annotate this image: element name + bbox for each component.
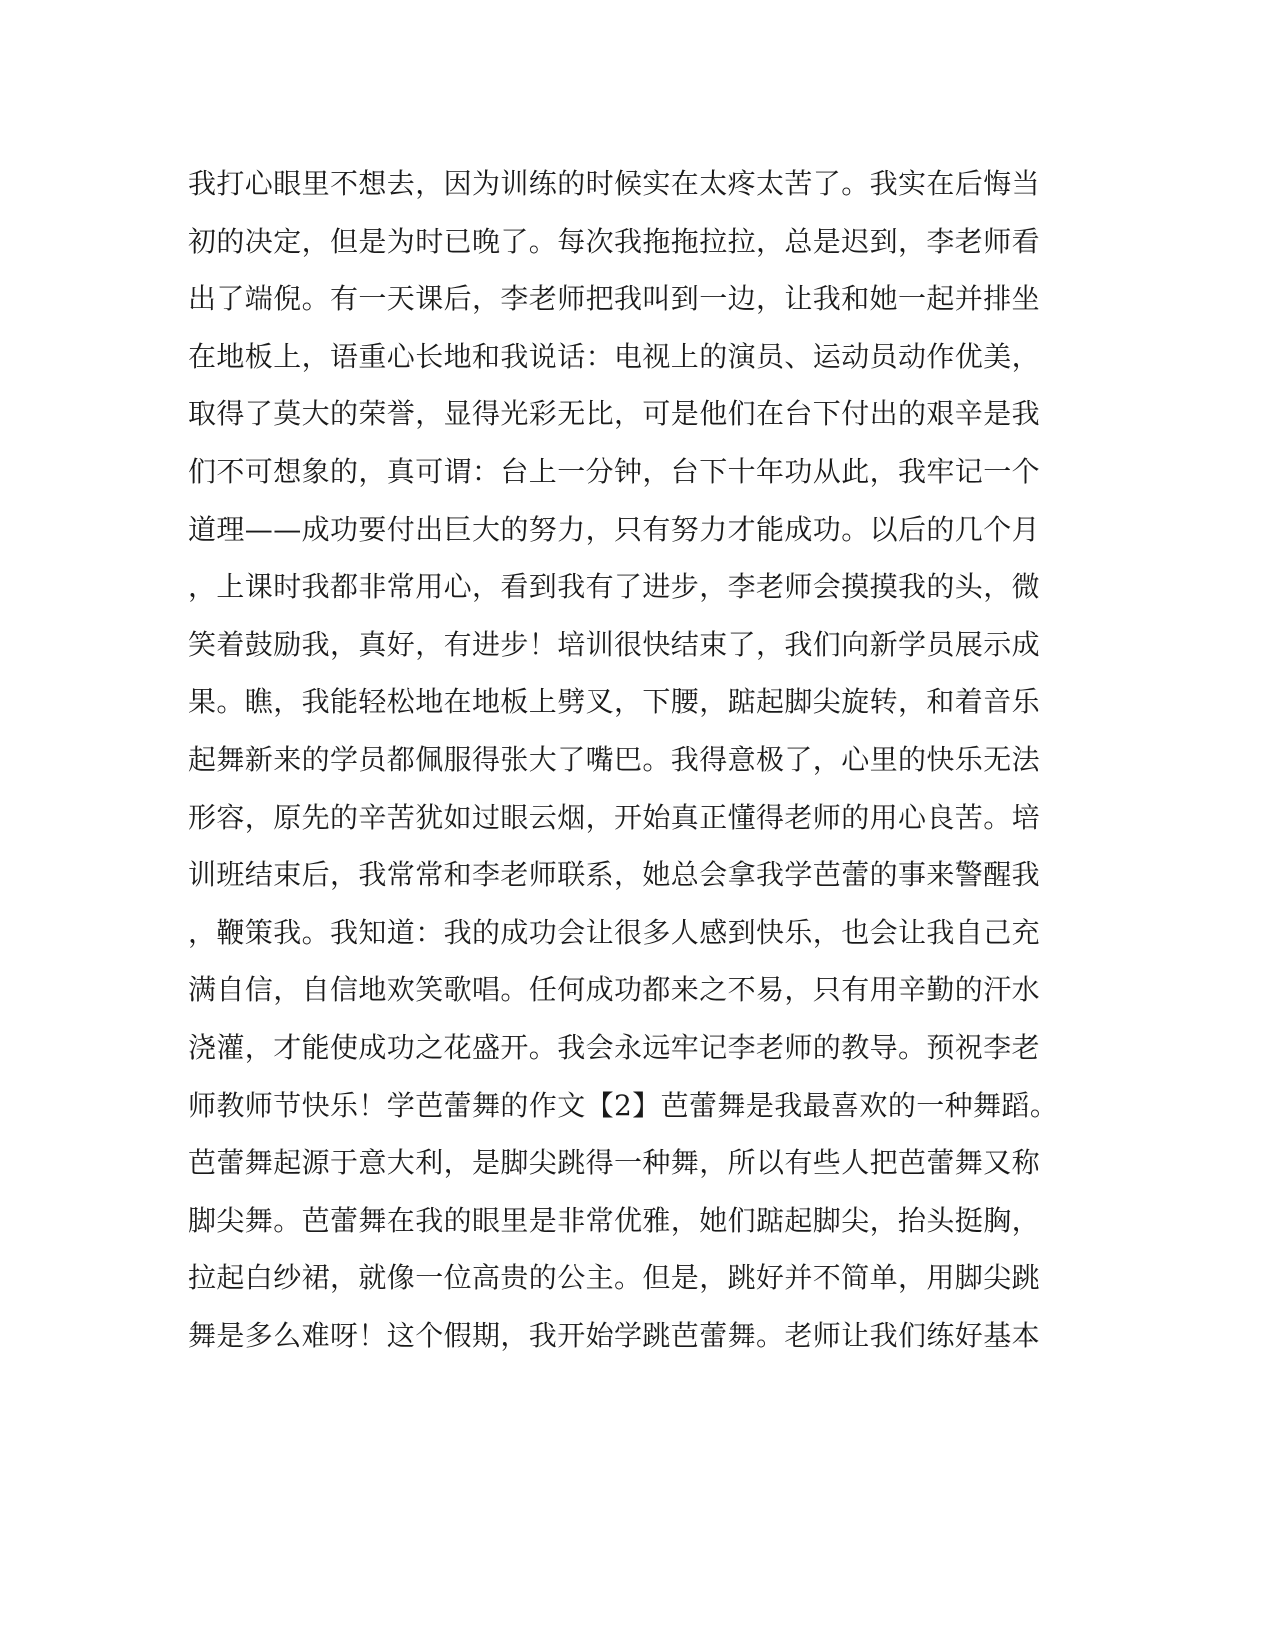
- text-line: 芭蕾舞起源于意大利，是脚尖跳得一种舞，所以有些人把芭蕾舞又称: [188, 1146, 1041, 1180]
- text-line: 拉起白纱裙，就像一位高贵的公主。但是，跳好并不简单，用脚尖跳: [188, 1261, 1041, 1295]
- text-line: 浇灌，才能使成功之花盛开。我会永远牢记李老师的教导。预祝李老: [188, 1030, 1041, 1064]
- text-line: 起舞新来的学员都佩服得张大了嘴巴。我得意极了，心里的快乐无法: [188, 742, 1041, 776]
- text-line: 笑着鼓励我，真好，有进步！培训很快结束了，我们向新学员展示成: [188, 627, 1041, 661]
- text-line: 初的决定，但是为时已晚了。每次我拖拖拉拉，总是迟到，李老师看: [188, 224, 1041, 258]
- text-line: 在地板上，语重心长地和我说话：电视上的演员、运动员动作优美，: [188, 339, 1041, 373]
- text-line: 取得了莫大的荣誉，显得光彩无比，可是他们在台下付出的艰辛是我: [188, 397, 1041, 431]
- text-line: 脚尖舞。芭蕾舞在我的眼里是非常优雅，她们踮起脚尖，抬头挺胸，: [188, 1203, 1041, 1237]
- text-line: 师教师节快乐！学芭蕾舞的作文【2】芭蕾舞是我最喜欢的一种舞蹈。: [188, 1088, 1059, 1122]
- text-line: 们不可想象的，真可谓：台上一分钟，台下十年功从此，我牢记一个: [188, 454, 1041, 488]
- text-line: 出了端倪。有一天课后，李老师把我叫到一边，让我和她一起并排坐: [188, 282, 1041, 316]
- text-line: 我打心眼里不想去，因为训练的时候实在太疼太苦了。我实在后悔当: [188, 167, 1041, 200]
- text-line: 训班结束后，我常常和李老师联系，她总会拿我学芭蕾的事来警醒我: [188, 858, 1041, 892]
- body-text: [188, 155, 1068, 1364]
- text-line: 形容，原先的辛苦犹如过眼云烟，开始真正懂得老师的用心良苦。培: [188, 800, 1041, 834]
- text-line: 果。瞧，我能轻松地在地板上劈叉，下腰，踮起脚尖旋转，和着音乐: [188, 685, 1041, 719]
- text-line: ，上课时我都非常用心，看到我有了进步，李老师会摸摸我的头，微: [188, 570, 1041, 604]
- text-line: ，鞭策我。我知道：我的成功会让很多人感到快乐，也会让我自己充: [188, 915, 1041, 949]
- text-line: 满自信，自信地欢笑歌唱。任何成功都来之不易，只有用辛勤的汗水: [188, 973, 1041, 1007]
- text-line: 道理——成功要付出巨大的努力，只有努力才能成功。以后的几个月: [188, 512, 1041, 546]
- text-line: 舞是多么难呀！这个假期，我开始学跳芭蕾舞。老师让我们练好基本: [188, 1318, 1041, 1352]
